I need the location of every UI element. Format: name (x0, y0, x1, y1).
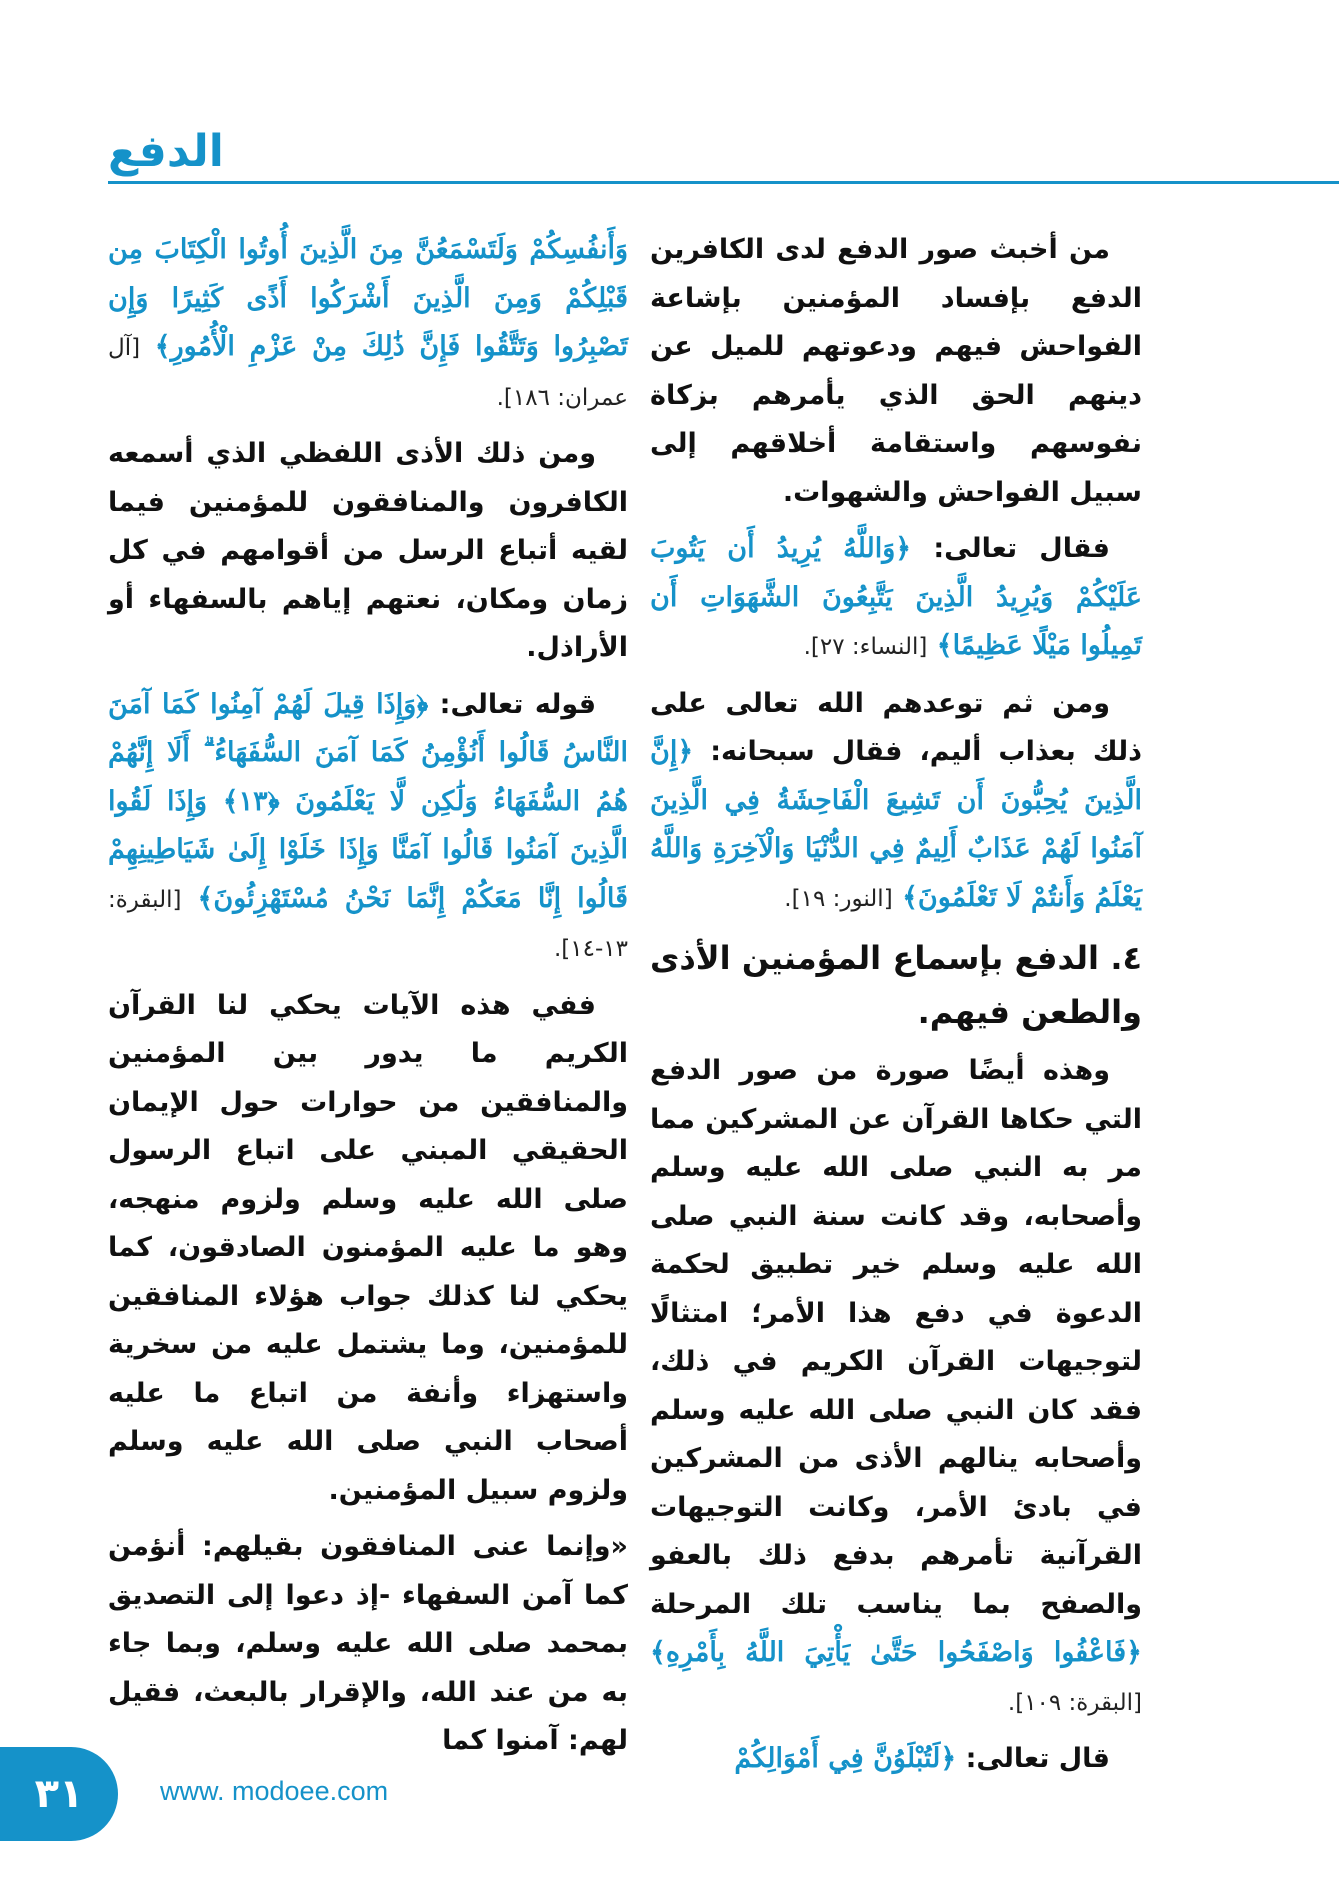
verse-reference: [آل عمران: ١٨٦]. (108, 335, 628, 411)
website-url[interactable]: www. modoee.com (160, 1776, 389, 1806)
right-text-column (650, 226, 1142, 1774)
quran-verse: ﴿إِنَّ الَّذِينَ يُحِبُّونَ أَن تَشِيعَ الْفَاحِشَةُ فِي الَّذِينَ آمَنُوا لَهُمْ عَذَابٌ أَلِيمٌ فِي الدُّنْيَا وَالْآخِرَةِ وَاللَّهُ يَعْلَمُ وَأَنتُمْ لَا تَعْلَمُونَ﴾ (650, 736, 1142, 913)
page-number: ٣١ (34, 1771, 84, 1817)
verse-reference: [النور: ١٩]. (784, 885, 893, 912)
quran-verse: ﴿لَتُبْلَوُنَّ فِي أَمْوَالِكُمْ (734, 1743, 957, 1774)
page-number-badge (0, 1747, 118, 1841)
header-divider (108, 181, 1339, 184)
verse-intro: قوله تعالى: (439, 688, 596, 720)
paragraph-with-verse (650, 1047, 1142, 1727)
verse-reference: [البقرة: ١٣-١٤]. (108, 886, 628, 962)
paragraph: ومن ذلك الأذى اللفظي الذي أسمعه الكافرون والمنافقون للمؤمنين فيما لقيه أتباع الرسل من أقوامهم في كل زمان ومكان، نعتهم إياهم بالسفهاء أو الأراذل. (108, 438, 628, 663)
paragraph-with-verse (650, 1735, 1142, 1784)
paragraph: ففي هذه الآيات يحكي لنا القرآن الكريم ما يدور بين المؤمنين والمنافقين من حوارات حول الإيمان الحقيقي المبني على اتباع الرسول صلى الله عليه وسلم ولزوم منهجه، وهو ما عليه المؤمنون الصادقون، كما يحكي لنا كذلك جواب هؤلاء المنافقين للمؤمنين، وما يشتمل عليه من سخرية واستهزاء وأنفة من اتباع ما عليه أصحاب النبي صلى الله عليه وسلم ولزوم سبيل المؤمنين. (108, 989, 628, 1506)
quran-verse: ﴿فَاعْفُوا وَاصْفَحُوا حَتَّىٰ يَأْتِيَ اللَّهُ بِأَمْرِهِ﴾ (650, 1637, 1142, 1668)
quran-verse: ﴿وَاللَّهُ يُرِيدُ أَن يَتُوبَ عَلَيْكُمْ وَيُرِيدُ الَّذِينَ يَتَّبِعُونَ الشَّهَوَاتِ أَن تَمِيلُوا مَيْلًا عَظِيمًا﴾ (650, 533, 1142, 661)
left-text-column (108, 226, 628, 1756)
page-header-title: الدفع (108, 126, 224, 177)
section-heading: ٤. الدفع بإسماع المؤمنين الأذى والطعن فيهم. (650, 939, 1142, 1031)
quotation-paragraph: «وإنما عنى المنافقون بقيلهم: أنؤمن كما آمن السفهاء -إذ دعوا إلى التصديق بمحمد صلى الله عليه وسلم، وبما جاء به من عند الله، والإقرار بالبعث، فقيل لهم: آمنوا كما (108, 1531, 628, 1756)
verse-continuation (108, 226, 628, 422)
paragraph: من أخبث صور الدفع لدى الكافرين الدفع بإفساد المؤمنين بإشاعة الفواحش فيهم ودعوتهم للميل عن دينهم الحق الذي يأمرهم بزكاة نفوسهم واستقامة أخلاقهم إلى سبيل الفواحش والشهوات. (650, 234, 1142, 508)
verse-intro: ومن ثم توعدهم الله تعالى على ذلك بعذاب أليم، فقال سبحانه: (650, 687, 1142, 767)
paragraph-with-verse (108, 681, 628, 974)
quran-verse: ﴿وَإِذَا قِيلَ لَهُمْ آمِنُوا كَمَا آمَنَ النَّاسُ قَالُوا أَنُؤْمِنُ كَمَا آمَنَ السُّفَهَاءُ ۗ أَلَا إِنَّهُمْ هُمُ السُّفَهَاءُ وَلَٰكِن لَّا يَعْلَمُونَ ﴿١٣﴾ وَإِذَا لَقُوا الَّذِينَ آمَنُوا قَالُوا آمَنَّا وَإِذَا خَلَوْا إِلَىٰ شَيَاطِينِهِمْ قَالُوا إِنَّا مَعَكُمْ إِنَّمَا نَحْنُ مُسْتَهْزِئُونَ﴾ (108, 688, 628, 914)
verse-reference: [النساء: ٢٧]. (803, 634, 928, 660)
quran-verse: وَأَنفُسِكُمْ وَلَتَسْمَعُنَّ مِنَ الَّذِينَ أُوتُوا الْكِتَابَ مِن قَبْلِكُمْ وَمِنَ الَّذِينَ أَشْرَكُوا أَذًى كَثِيرًا وَإِن تَصْبِرُوا وَتَتَّقُوا فَإِنَّ ذَٰلِكَ مِنْ عَزْمِ الْأُمُورِ﴾ (108, 234, 628, 362)
verse-intro: فقال تعالى: (933, 533, 1110, 564)
paragraph-with-verse (650, 680, 1142, 924)
paragraph-text: وهذه أيضًا صورة من صور الدفع التي حكاها القرآن عن المشركين مما مر به النبي صلى الله عليه وسلم وأصحابه، وقد كانت سنة النبي صلى الله عليه وسلم خير تطبيق لحكمة الدعوة في دفع هذا الأمر؛ امتثالًا لتوجيهات القرآن الكريم في ذلك، فقد كان النبي صلى الله عليه وسلم وأصحابه ينالهم الأذى من المشركين في بادئ الأمر، وكانت التوجيهات القرآنية تأمرهم بدفع ذلك بالعفو والصفح بما يناسب تلك المرحلة (650, 1055, 1142, 1620)
verse-intro: قال تعالى: (965, 1743, 1110, 1774)
verse-reference: [البقرة: ١٠٩]. (1007, 1689, 1142, 1716)
paragraph-with-verse (650, 525, 1142, 672)
